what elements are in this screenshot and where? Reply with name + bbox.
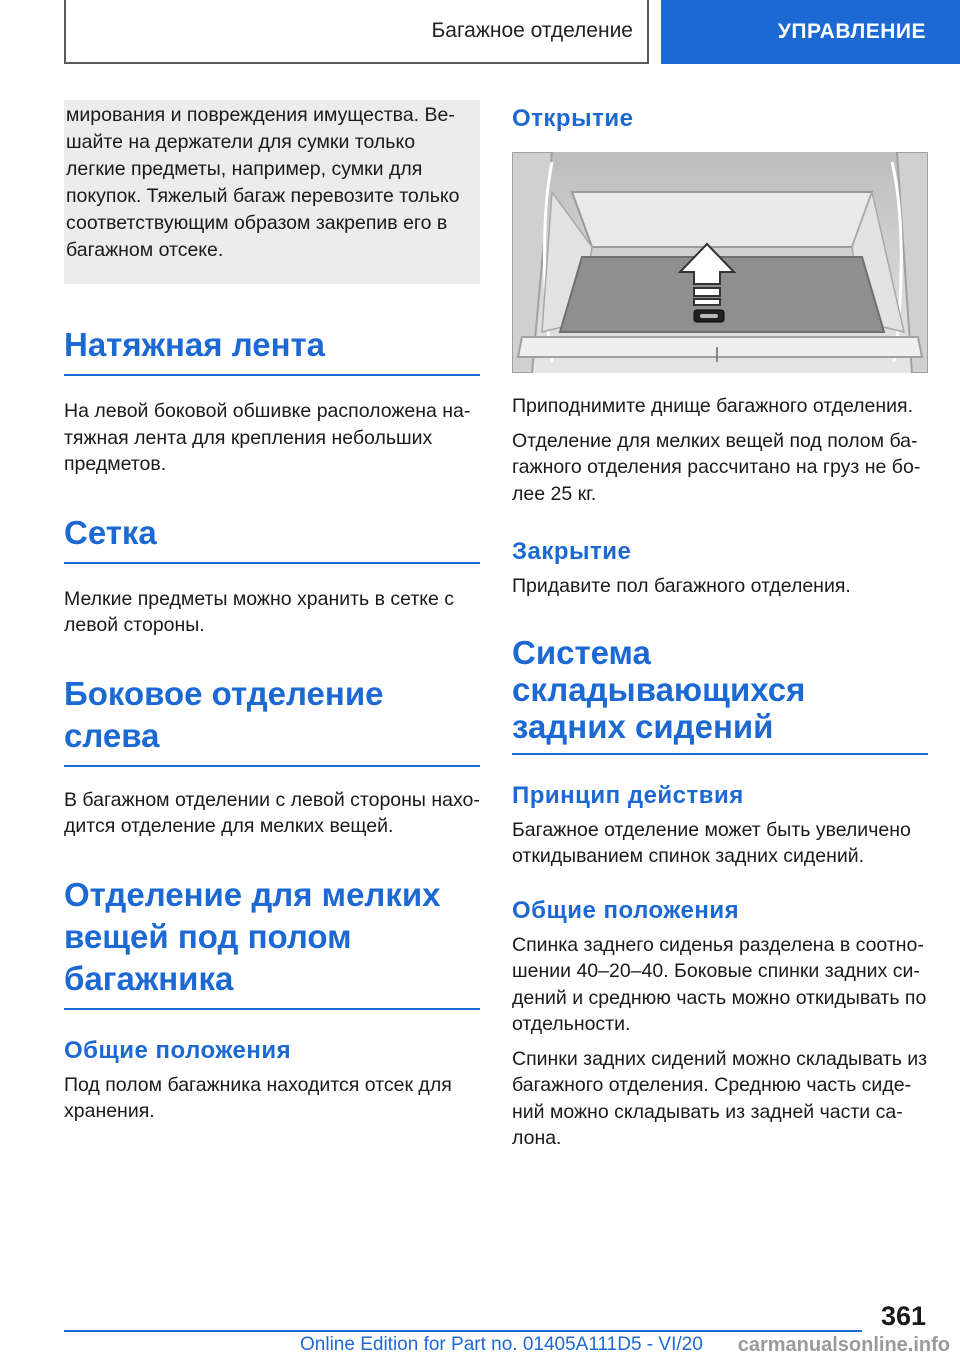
text-underfloor-general: Под полом багажника находится отсек для хранения. bbox=[64, 1073, 452, 1122]
trunk-floor-illustration bbox=[512, 152, 928, 373]
text-opening-1: Приподнимите днище багажного отделения. bbox=[512, 395, 914, 417]
text-principle: Багажное отделение может быть увеличено откидыванием спинок задних сидений. bbox=[512, 818, 911, 867]
footer-divider bbox=[64, 1330, 862, 1332]
subheading-principle: Принцип действия bbox=[512, 781, 744, 809]
section-title-text: Багажное отделение bbox=[431, 19, 633, 42]
heading-side-compartment: Боковое отделение слева bbox=[64, 673, 480, 767]
text-general-2: Спинки задних сидений можно складывать из багажного отделения. Среднюю часть сидений можно складывать из задней части салона. bbox=[512, 1047, 928, 1149]
heading-strap: Натяжная лента bbox=[64, 324, 480, 376]
heading-seat-system: Система складывающихся задних сидений bbox=[512, 634, 928, 755]
text-strap: На левой боковой обшивке расположена натяжная лента для крепления небольших предметов. bbox=[64, 400, 471, 475]
text-net: Мелкие предметы можно хранить в сетке с левой стороны. bbox=[64, 587, 455, 636]
footer-edition: Online Edition for Part no. 01405A111D5 - VI/20 bbox=[300, 1334, 703, 1355]
warning-note-continuation: мирования и повреждения имущества. Вешайте на держатели для сумки только легкие предметы, например, сумки для покупок. Тяжелый багаж перевозите только соответствующим образом закрепив его в багажном отсеке. bbox=[64, 100, 480, 284]
left-column bbox=[64, 100, 480, 1125]
heading-opening: Открытие bbox=[512, 105, 634, 132]
subheading-underfloor-general: Общие положения bbox=[64, 1036, 292, 1064]
text-side-compartment: В багажном отделении с левой стороны находится отделение для мелких вещей. bbox=[64, 788, 480, 837]
page-number: 361 bbox=[880, 1301, 926, 1331]
subheading-general: Общие положения bbox=[512, 896, 740, 924]
heading-net: Сетка bbox=[64, 512, 480, 564]
chapter-title-text: УПРАВЛЕНИЕ bbox=[777, 20, 926, 43]
right-column bbox=[512, 100, 928, 1152]
footer-watermark: carmanualsonline.info bbox=[737, 1334, 950, 1356]
text-closing: Придавите пол багажного отделения. bbox=[512, 575, 851, 597]
header-section-title bbox=[64, 0, 649, 64]
trunk-floor-drawing bbox=[512, 152, 928, 373]
text-general-1: Спинка заднего сиденья разделена в соотношении 40–20–40. Боковые спинки задних сидений и среднюю часть можно откидывать по отдельности. bbox=[512, 933, 927, 1035]
heading-underfloor: Отделение для мелких вещей под полом багажника bbox=[64, 874, 480, 1010]
text-opening-2: Отделение для мелких вещей под полом багажного отделения рассчитано на груз не более 25 кг. bbox=[512, 429, 921, 505]
heading-closing: Закрытие bbox=[512, 538, 632, 565]
header-chapter-title bbox=[661, 0, 960, 64]
